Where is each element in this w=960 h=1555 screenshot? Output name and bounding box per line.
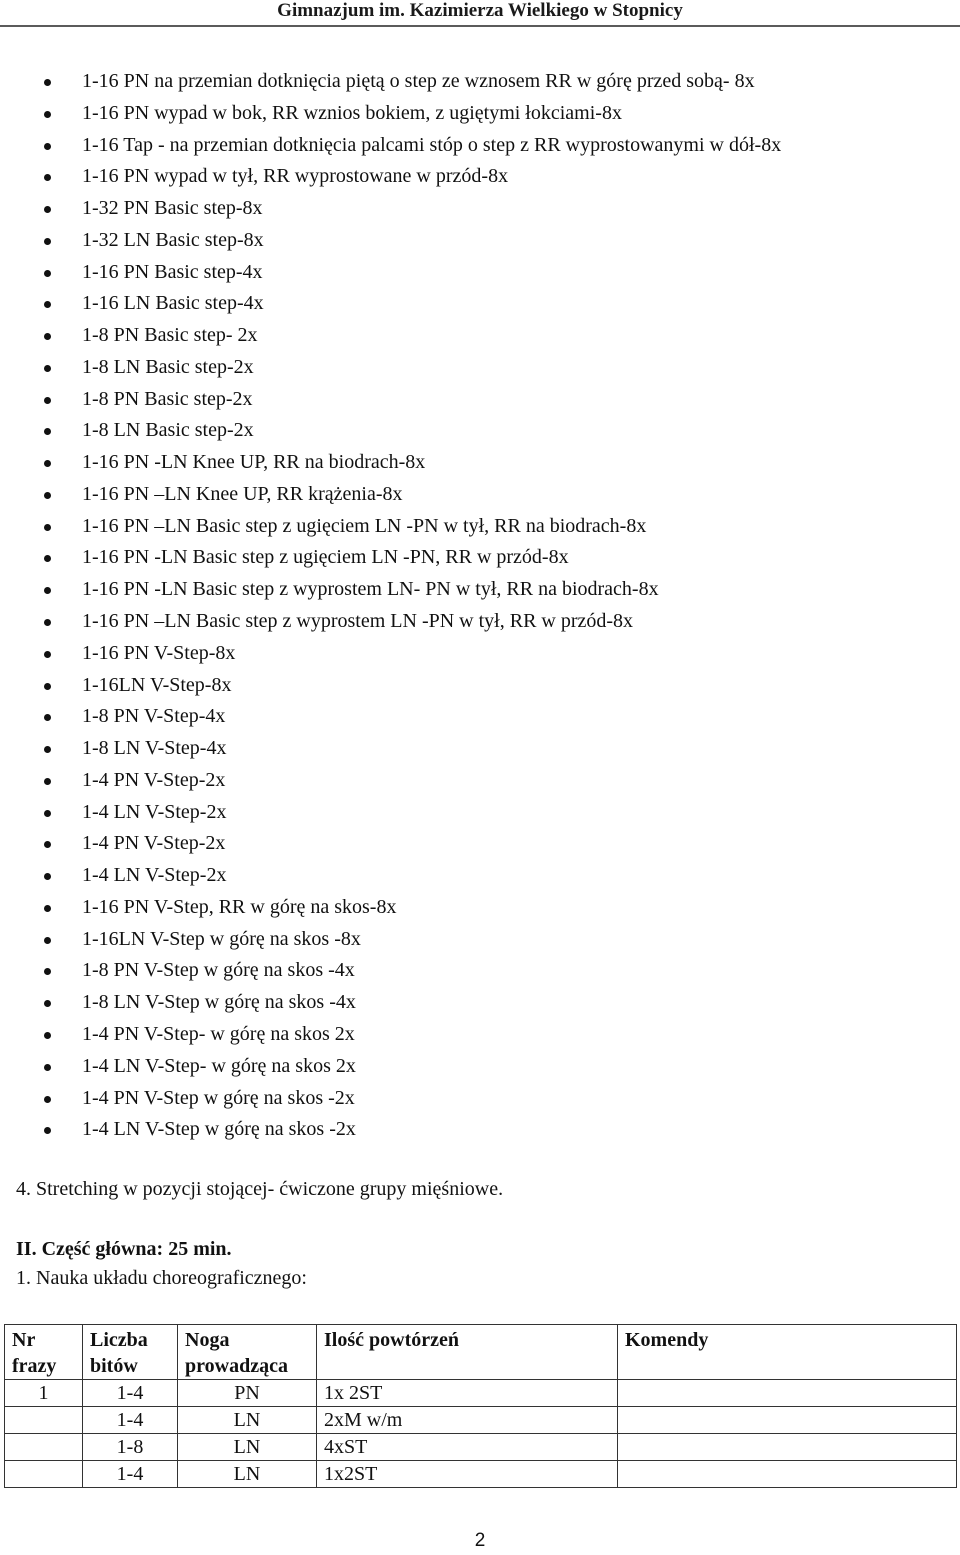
bullet-dot-icon bbox=[44, 238, 51, 245]
list-item bbox=[0, 638, 960, 670]
list-item bbox=[0, 606, 960, 638]
list-item bbox=[0, 574, 960, 606]
list-item-text: 1-16 PN -LN Basic step z wyprostem LN- PN w tył, RR na biodrach-8x bbox=[82, 578, 659, 601]
cell-noga-prowadzaca: LN bbox=[178, 1407, 317, 1434]
section-nauka: 1. Nauka układu choreograficznego: bbox=[16, 1267, 307, 1289]
list-item-text: 1-16 Tap - na przemian dotknięcia palcami stóp o step z RR wyprostowanymi w dół-8x bbox=[82, 133, 782, 156]
bullet-dot-icon bbox=[44, 873, 51, 880]
bullet-dot-icon bbox=[44, 270, 51, 277]
cell-nr-frazy bbox=[5, 1434, 83, 1461]
list-item bbox=[0, 797, 960, 829]
table-row bbox=[5, 1461, 957, 1488]
list-item bbox=[0, 828, 960, 860]
list-item bbox=[0, 161, 960, 193]
list-item bbox=[0, 384, 960, 416]
bullet-dot-icon bbox=[44, 492, 51, 499]
list-item-text: 1-8 LN V-Step w górę na skos -4x bbox=[82, 991, 356, 1014]
table-row bbox=[5, 1407, 957, 1434]
list-item bbox=[0, 66, 960, 98]
list-item-text: 1-4 PN V-Step- w górę na skos 2x bbox=[82, 1022, 355, 1045]
list-item-text: 1-8 PN V-Step w górę na skos -4x bbox=[82, 959, 355, 982]
bullet-dot-icon bbox=[44, 746, 51, 753]
list-item-text: 1-8 LN V-Step-4x bbox=[82, 737, 227, 760]
list-item-text: 1-16 LN Basic step-4x bbox=[82, 292, 264, 315]
bullet-dot-icon bbox=[44, 428, 51, 435]
cell-komendy bbox=[618, 1434, 957, 1461]
list-item-text: 1-16 PN wypad w tył, RR wyprostowane w przód-8x bbox=[82, 165, 509, 188]
cell-liczba-bitow: 1-8 bbox=[83, 1434, 178, 1461]
list-item bbox=[0, 257, 960, 289]
list-item bbox=[0, 860, 960, 892]
list-item bbox=[0, 511, 960, 543]
list-item-text: 1-16 PN –LN Basic step z wyprostem LN -PN w tył, RR w przód-8x bbox=[82, 610, 634, 633]
bullet-dot-icon bbox=[44, 905, 51, 912]
list-item bbox=[0, 479, 960, 511]
bullet-dot-icon bbox=[44, 841, 51, 848]
list-item-text: 1-4 LN V-Step w górę na skos -2x bbox=[82, 1118, 356, 1141]
table-header-row bbox=[5, 1325, 957, 1380]
list-item-text: 1-16 PN V-Step-8x bbox=[82, 641, 236, 664]
list-item bbox=[0, 701, 960, 733]
bullet-dot-icon bbox=[44, 1127, 51, 1134]
bullet-dot-icon bbox=[44, 333, 51, 340]
bullet-dot-icon bbox=[44, 460, 51, 467]
bullet-dot-icon bbox=[44, 968, 51, 975]
cell-liczba-bitow: 1-4 bbox=[83, 1380, 178, 1407]
bullet-dot-icon bbox=[44, 174, 51, 181]
bullet-dot-icon bbox=[44, 79, 51, 86]
list-item bbox=[0, 288, 960, 320]
cell-ilosc-powtorzen: 2xM w/m bbox=[317, 1407, 618, 1434]
list-item bbox=[0, 193, 960, 225]
bullet-dot-icon bbox=[44, 1096, 51, 1103]
list-item-text: 1-4 LN V-Step- w górę na skos 2x bbox=[82, 1054, 356, 1077]
header-noga-prowadzaca: Noga prowadząca bbox=[178, 1325, 317, 1380]
bullet-dot-icon bbox=[44, 778, 51, 785]
list-item bbox=[0, 1051, 960, 1083]
list-item bbox=[0, 924, 960, 956]
bullet-dot-icon bbox=[44, 587, 51, 594]
bullet-dot-icon bbox=[44, 651, 51, 658]
list-item-text: 1-4 PN V-Step-2x bbox=[82, 832, 226, 855]
list-item-text: 1-4 PN V-Step w górę na skos -2x bbox=[82, 1086, 355, 1109]
list-item-text: 1-8 PN Basic step- 2x bbox=[82, 324, 258, 347]
exercise-list bbox=[0, 66, 960, 1146]
list-item bbox=[0, 352, 960, 384]
list-item-text: 1-8 PN V-Step-4x bbox=[82, 705, 226, 728]
page-number: 2 bbox=[474, 1530, 486, 1551]
section-stretching: 4. Stretching w pozycji stojącej- ćwiczone grupy mięśniowe. bbox=[16, 1178, 504, 1200]
bullet-dot-icon bbox=[44, 714, 51, 721]
cell-komendy bbox=[618, 1380, 957, 1407]
choreography-table bbox=[4, 1324, 957, 1488]
list-item-text: 1-32 PN Basic step-8x bbox=[82, 197, 263, 220]
cell-komendy bbox=[618, 1461, 957, 1488]
list-item-text: 1-16 PN –LN Basic step z ugięciem LN -PN w tył, RR na biodrach-8x bbox=[82, 514, 647, 537]
bullet-dot-icon bbox=[44, 555, 51, 562]
cell-nr-frazy: 1 bbox=[5, 1380, 83, 1407]
bullet-dot-icon bbox=[44, 1064, 51, 1071]
cell-ilosc-powtorzen: 4xST bbox=[317, 1434, 618, 1461]
list-item bbox=[0, 670, 960, 702]
list-item-text: 1-16 PN -LN Knee UP, RR na biodrach-8x bbox=[82, 451, 426, 474]
list-item-text: 1-16LN V-Step-8x bbox=[82, 673, 232, 696]
header-ilosc-powtorzen: Ilość powtórzeń bbox=[317, 1325, 618, 1380]
cell-nr-frazy bbox=[5, 1407, 83, 1434]
list-item bbox=[0, 415, 960, 447]
header-divider bbox=[0, 25, 960, 27]
list-item-text: 1-16 PN wypad w bok, RR wznios bokiem, z ugiętymi łokciami-8x bbox=[82, 101, 622, 124]
table-row bbox=[5, 1380, 957, 1407]
list-item-text: 1-32 LN Basic step-8x bbox=[82, 228, 264, 251]
cell-liczba-bitow: 1-4 bbox=[83, 1461, 178, 1488]
cell-noga-prowadzaca: PN bbox=[178, 1380, 317, 1407]
list-item bbox=[0, 447, 960, 479]
list-item-text: 1-4 LN V-Step-2x bbox=[82, 800, 227, 823]
list-item bbox=[0, 1019, 960, 1051]
bullet-dot-icon bbox=[44, 1032, 51, 1039]
header-komendy: Komendy bbox=[618, 1325, 957, 1380]
bullet-dot-icon bbox=[44, 365, 51, 372]
page-header-title: Gimnazjum im. Kazimierza Wielkiego w Stopnicy bbox=[277, 0, 683, 21]
bullet-dot-icon bbox=[44, 206, 51, 213]
bullet-dot-icon bbox=[44, 1000, 51, 1007]
list-item bbox=[0, 130, 960, 162]
list-item-text: 1-16 PN -LN Basic step z ugięciem LN -PN, RR w przód-8x bbox=[82, 546, 569, 569]
list-item bbox=[0, 1083, 960, 1115]
list-item bbox=[0, 987, 960, 1019]
bullet-dot-icon bbox=[44, 683, 51, 690]
bullet-dot-icon bbox=[44, 143, 51, 150]
cell-nr-frazy bbox=[5, 1461, 83, 1488]
bullet-dot-icon bbox=[44, 111, 51, 118]
bullet-dot-icon bbox=[44, 937, 51, 944]
list-item bbox=[0, 765, 960, 797]
list-item-text: 1-8 LN Basic step-2x bbox=[82, 419, 254, 442]
list-item-text: 1-8 LN Basic step-2x bbox=[82, 355, 254, 378]
list-item bbox=[0, 98, 960, 130]
cell-liczba-bitow: 1-4 bbox=[83, 1407, 178, 1434]
bullet-dot-icon bbox=[44, 397, 51, 404]
list-item bbox=[0, 225, 960, 257]
list-item-text: 1-4 PN V-Step-2x bbox=[82, 768, 226, 791]
cell-noga-prowadzaca: LN bbox=[178, 1434, 317, 1461]
header-liczba-bitow: Liczba bitów bbox=[83, 1325, 178, 1380]
list-item-text: 1-16 PN na przemian dotknięcia piętą o step ze wznosem RR w górę przed sobą- 8x bbox=[82, 70, 755, 92]
list-item bbox=[0, 955, 960, 987]
list-item bbox=[0, 320, 960, 352]
bullet-dot-icon bbox=[44, 301, 51, 308]
list-item bbox=[0, 1114, 960, 1146]
list-item-text: 1-16 PN Basic step-4x bbox=[82, 260, 263, 283]
list-item-text: 1-4 LN V-Step-2x bbox=[82, 864, 227, 887]
header-nr-frazy: Nr frazy bbox=[5, 1325, 83, 1380]
list-item-text: 1-8 PN Basic step-2x bbox=[82, 387, 253, 410]
bullet-dot-icon bbox=[44, 619, 51, 626]
cell-ilosc-powtorzen: 1x2ST bbox=[317, 1461, 618, 1488]
bullet-dot-icon bbox=[44, 524, 51, 531]
list-item-text: 1-16 PN V-Step, RR w górę na skos-8x bbox=[82, 895, 397, 918]
list-item bbox=[0, 542, 960, 574]
list-item bbox=[0, 733, 960, 765]
cell-noga-prowadzaca: LN bbox=[178, 1461, 317, 1488]
cell-ilosc-powtorzen: 1x 2ST bbox=[317, 1380, 618, 1407]
table-row bbox=[5, 1434, 957, 1461]
bullet-dot-icon bbox=[44, 810, 51, 817]
list-item-text: 1-16LN V-Step w górę na skos -8x bbox=[82, 927, 361, 950]
section-part-title: II. Część główna: 25 min. bbox=[16, 1238, 232, 1260]
list-item bbox=[0, 892, 960, 924]
list-item-text: 1-16 PN –LN Knee UP, RR krążenia-8x bbox=[82, 482, 403, 505]
cell-komendy bbox=[618, 1407, 957, 1434]
